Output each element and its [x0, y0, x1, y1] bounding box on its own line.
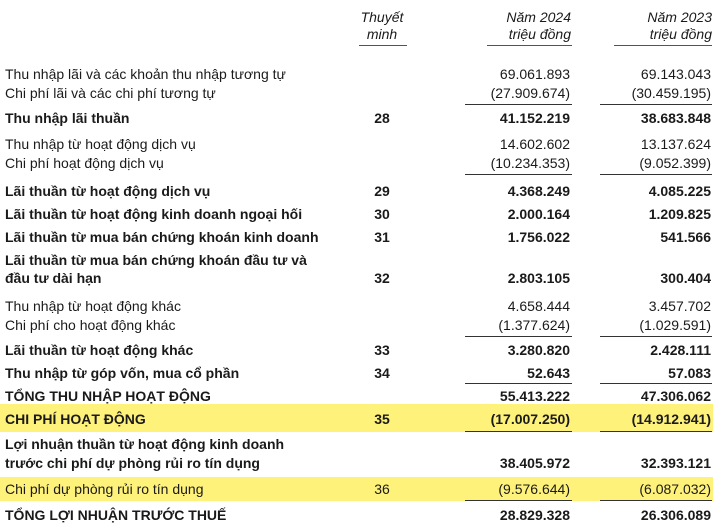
value-2024: 55.413.222 — [499, 388, 570, 404]
subtotal-rule-2024 — [465, 431, 572, 432]
value-2024: 14.602.602 — [499, 136, 570, 152]
value-2023: 38.683.848 — [640, 110, 711, 126]
row-label: Lãi thuần từ hoạt động kinh doanh ngoại hối — [5, 206, 303, 222]
year-2024-header-line1: Năm 2024 — [506, 9, 571, 25]
year-2023-column-header — [614, 9, 712, 43]
value-2023: 1.209.825 — [648, 206, 711, 222]
row-note: 35 — [374, 411, 390, 427]
value-2023: 69.143.043 — [640, 66, 711, 82]
value-2023: 541.566 — [660, 229, 711, 245]
value-2023: 13.137.624 — [640, 136, 711, 152]
value-2024: 28.829.328 — [499, 507, 570, 523]
value-2024: 4.658.444 — [507, 298, 570, 314]
row-label: Lãi thuần từ hoạt động dịch vụ — [5, 183, 211, 199]
row-note: 28 — [374, 110, 390, 126]
row-label: Thu nhập từ hoạt động khác — [5, 298, 181, 314]
row-label: TỔNG THU NHẬP HOẠT ĐỘNG — [5, 388, 211, 404]
subtotal-rule-2023 — [600, 383, 712, 384]
year-2023-header-line1: Năm 2023 — [647, 9, 712, 25]
row-label-line1: Lãi thuần từ mua bán chứng khoán đầu tư và — [5, 252, 307, 268]
value-2024: 3.280.820 — [507, 342, 570, 358]
row-note: 29 — [374, 183, 390, 199]
note-header-rule — [359, 45, 407, 46]
subtotal-rule-2023 — [600, 431, 712, 432]
note-column-header — [357, 9, 407, 43]
subtotal-rule-2024 — [465, 336, 572, 337]
subtotal-rule-2024 — [465, 500, 572, 501]
value-2024: (17.007.250) — [490, 411, 570, 427]
subtotal-rule-2023 — [600, 500, 712, 501]
value-2024: (27.909.674) — [490, 85, 570, 101]
value-2023: 57.083 — [668, 365, 711, 381]
row-label-line2: trước chi phí dự phòng rủi ro tín dụng — [5, 455, 260, 471]
value-2023: 32.393.121 — [640, 455, 711, 471]
value-2024: (10.234.353) — [490, 155, 570, 171]
row-label: Chi phí hoạt động dịch vụ — [5, 155, 164, 171]
row-label-line2: đầu tư dài hạn — [5, 270, 102, 286]
value-2024: 2.000.164 — [507, 206, 570, 222]
row-note: 32 — [374, 270, 390, 286]
value-2024: 2.803.105 — [507, 270, 570, 286]
subtotal-rule-2024 — [465, 174, 572, 175]
subtotal-rule-2024 — [465, 104, 572, 105]
subtotal-rule-2023 — [600, 336, 712, 337]
subtotal-rule-2024 — [465, 383, 572, 384]
row-note: 34 — [374, 365, 390, 381]
row-label: Chi phí cho hoạt động khác — [5, 317, 176, 333]
note-header-line1: Thuyết — [360, 9, 404, 25]
value-2023: 47.306.062 — [640, 388, 711, 404]
row-note: 30 — [374, 206, 390, 222]
value-2023: (30.459.195) — [631, 85, 711, 101]
row-label: Lãi thuần từ hoạt động khác — [5, 342, 194, 358]
row-label: Thu nhập lãi thuần — [5, 110, 130, 126]
y2024-header-rule — [487, 45, 572, 46]
value-2024: 4.368.249 — [507, 183, 570, 199]
year-2024-header-line2: triệu đồng — [508, 26, 571, 42]
row-label: Thu nhập từ góp vốn, mua cổ phần — [5, 365, 240, 381]
value-2023: 3.457.702 — [648, 298, 711, 314]
row-label: Lãi thuần từ mua bán chứng khoán kinh doanh — [5, 229, 319, 245]
value-2023: 26.306.089 — [640, 507, 711, 523]
value-2024: 52.643 — [527, 365, 570, 381]
row-label: Chi phí dự phòng rủi ro tín dụng — [5, 481, 204, 497]
value-2023: (14.912.941) — [631, 411, 711, 427]
row-note: 36 — [374, 481, 390, 497]
year-2024-column-header — [485, 9, 571, 43]
value-2024: (1.377.624) — [498, 317, 570, 333]
value-2023: (9.052.399) — [639, 155, 711, 171]
row-label: Thu nhập lãi và các khoản thu nhập tương tự — [5, 66, 286, 82]
row-label: Chi phí lãi và các chi phí tương tự — [5, 85, 216, 101]
row-label: CHI PHÍ HOẠT ĐỘNG — [5, 411, 146, 427]
row-label: TỔNG LỢI NHUẬN TRƯỚC THUẾ — [5, 507, 227, 523]
value-2024: (9.576.644) — [498, 481, 570, 497]
row-label: Thu nhập từ hoạt động dịch vụ — [5, 136, 196, 152]
value-2024: 41.152.219 — [499, 110, 570, 126]
value-2024: 69.061.893 — [499, 66, 570, 82]
value-2023: (6.087.032) — [639, 481, 711, 497]
value-2023: 300.404 — [660, 270, 711, 286]
value-2023: (1.029.591) — [639, 317, 711, 333]
row-note: 31 — [374, 229, 390, 245]
row-note: 33 — [374, 342, 390, 358]
value-2023: 2.428.111 — [650, 342, 711, 358]
note-header-line2: minh — [366, 26, 398, 42]
value-2023: 4.085.225 — [648, 183, 711, 199]
subtotal-rule-2023 — [600, 174, 712, 175]
value-2024: 1.756.022 — [507, 229, 570, 245]
row-label-line1: Lợi nhuận thuần từ hoạt động kinh doanh — [5, 436, 285, 452]
year-2023-header-line2: triệu đồng — [649, 26, 712, 42]
value-2024: 38.405.972 — [499, 455, 570, 471]
y2023-header-rule — [614, 45, 712, 46]
subtotal-rule-2023 — [600, 104, 712, 105]
